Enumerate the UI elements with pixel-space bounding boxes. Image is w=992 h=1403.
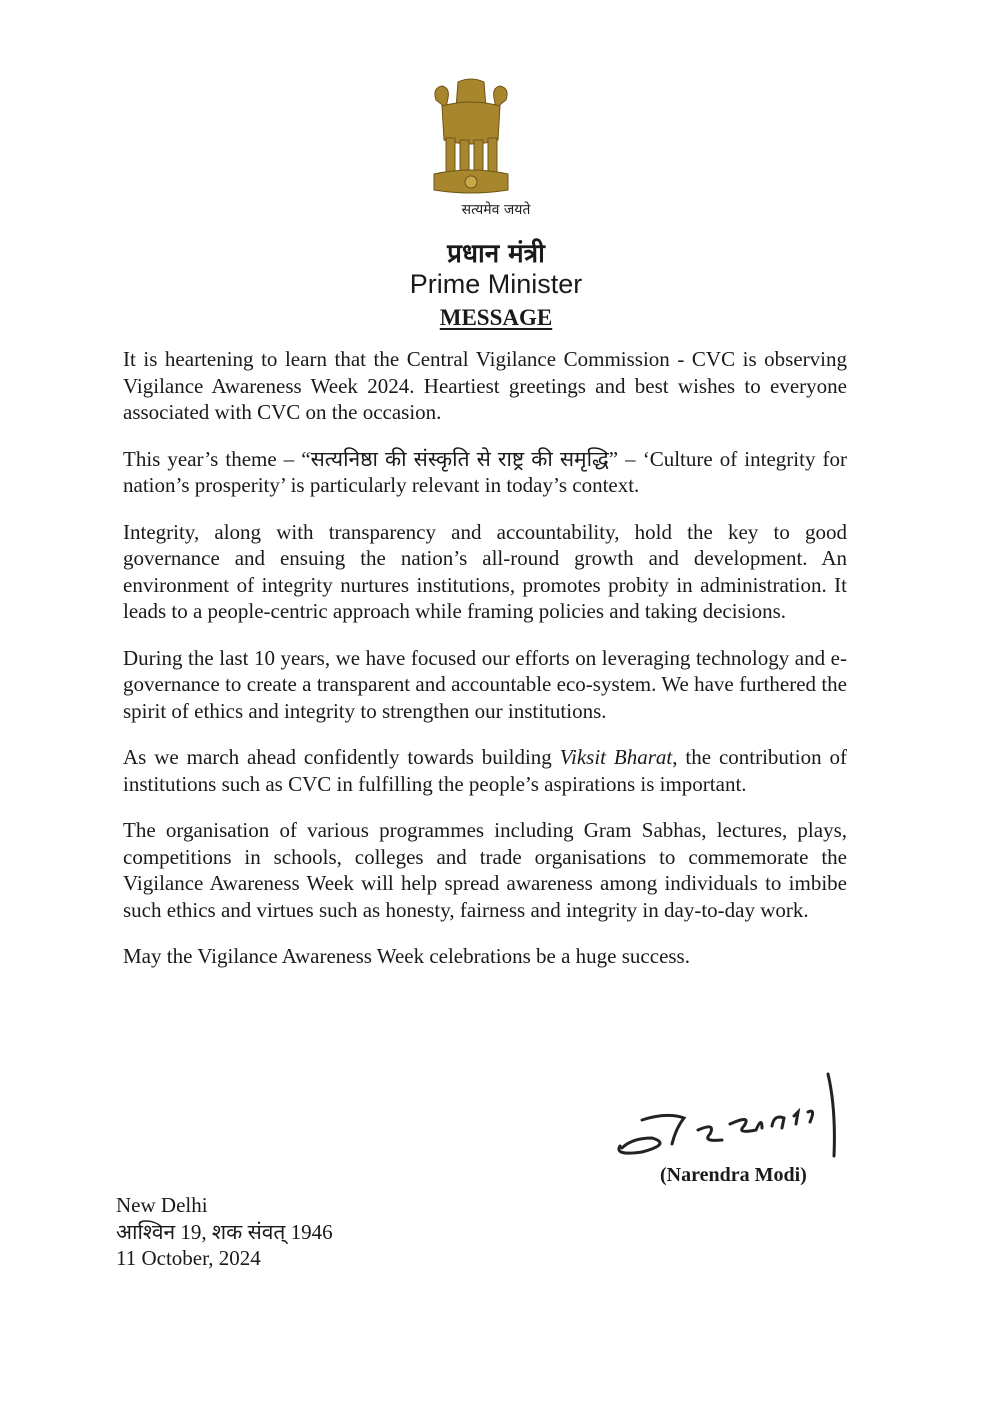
paragraph: It is heartening to learn that the Central Vigilance Commission - CVC is observing Vigilance Awareness Week 2024. Heartiest greetings and best wishes to everyone associated with CVC on the occasion. (123, 347, 847, 424)
emblem-motto: सत्यमेव जयते (461, 202, 531, 218)
paragraph: This year’s theme – “सत्यनिष्ठा की संस्कृति से राष्ट्र की समृद्धि” – ‘Culture of integrity for nation’s prosperity’ is particularly relevant in today’s context. (123, 446, 847, 497)
paragraph: The organisation of various programmes including Gram Sabhas, lectures, plays, competitions in schools, colleges and trade organisations to commemorate the Vigilance Awareness Week will help spread awareness among individuals to imbibe such ethics and virtues such as honesty, fairness and integrity in day-to-day work. (123, 818, 847, 922)
date-hindi: आश्विन 19, शक संवत् 1946 (116, 1219, 333, 1244)
title-english: Prime Minister (409, 269, 583, 299)
paragraph: Integrity, along with transparency and accountability, hold the key to good governance and ensuing the nation’s all-round growth and development. An environment of integrity nurtures institutions, promotes probity in administration. It leads to a people-centric approach while framing policies and taking decisions. (123, 519, 847, 623)
paragraph: As we march ahead confidently towards building Viksit Bharat, the contribution of institutions such as CVC in fulfilling the people’s aspirations is important. (123, 745, 847, 796)
signatory-name: (Narendra Modi) (660, 1164, 807, 1186)
paragraph: During the last 10 years, we have focused our efforts on leveraging technology and e-governance to create a transparent and accountable eco-system. We have furthered the spirit of ethics and integrity to strengthen our institutions. (123, 645, 847, 723)
title-hindi: प्रधान मंत्री (447, 239, 545, 269)
signature-icon (612, 1068, 844, 1163)
message-heading: MESSAGE (439, 305, 553, 330)
place: New Delhi (116, 1193, 208, 1217)
date: 11 October, 2024 (116, 1246, 261, 1270)
place-and-date (116, 1192, 333, 1272)
message-body (123, 346, 847, 990)
paragraph: May the Vigilance Awareness Week celebrations be a huge success. (123, 944, 690, 968)
national-emblem-icon (428, 78, 514, 198)
